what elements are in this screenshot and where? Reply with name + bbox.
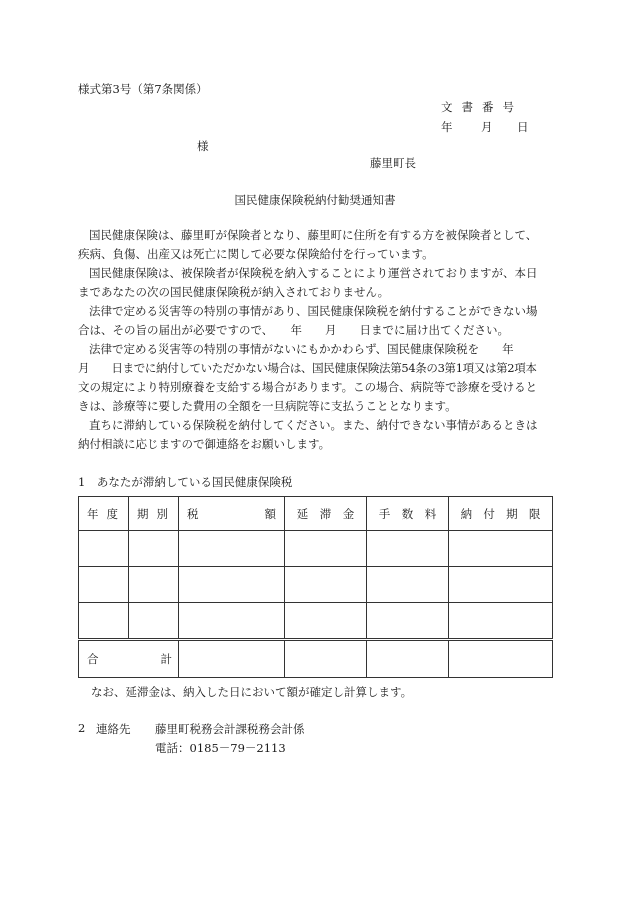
header-char: 限 bbox=[528, 506, 541, 521]
table-cell bbox=[179, 603, 285, 640]
sender-name: 藤里町長 bbox=[370, 156, 416, 170]
table-cell bbox=[285, 603, 367, 640]
table-cell bbox=[179, 640, 285, 678]
table-cell bbox=[129, 603, 179, 640]
column-header-handling-fee bbox=[367, 497, 449, 531]
body-line: 法律で定める災害等の特別の事情があり、国民健康保険税を納付することができない場 bbox=[89, 304, 538, 318]
table-cell bbox=[367, 531, 449, 567]
date-year-label: 年 bbox=[441, 120, 453, 134]
table-row bbox=[79, 567, 553, 603]
header-char: 数 bbox=[401, 506, 414, 521]
document-number-label: 文書番号 bbox=[441, 100, 523, 114]
section-1-heading: 1 あなたが滞納している国民健康保険税 bbox=[78, 475, 293, 489]
table-cell bbox=[285, 531, 367, 567]
date-month-label: 月 bbox=[481, 120, 493, 134]
body-line: 疾病、負傷、出産又は死亡に関して必要な保険給付を行っています。 bbox=[78, 247, 434, 261]
header-char: 度 bbox=[106, 506, 118, 521]
column-header-tax-amount bbox=[179, 497, 285, 531]
body-line: まであなたの次の国民健康保険税が納入されておりません。 bbox=[78, 285, 390, 299]
table-cell bbox=[129, 531, 179, 567]
body-paragraph bbox=[78, 340, 553, 416]
header-char: 税 bbox=[187, 506, 199, 521]
table-row bbox=[79, 531, 553, 567]
date-day-label: 日 bbox=[517, 120, 529, 134]
late-fee-note: なお、延滞金は、納入した日において額が確定し計算します。 bbox=[91, 685, 413, 699]
header-char: 期 bbox=[137, 506, 149, 521]
table-cell bbox=[367, 640, 449, 678]
total-label-cell bbox=[79, 640, 179, 678]
table-cell bbox=[79, 531, 129, 567]
header-char: 手 bbox=[378, 506, 391, 521]
body-line: 合は、その旨の届出が必要ですので、 年 月 日までに届け出てください。 bbox=[78, 323, 510, 337]
document-date bbox=[441, 119, 529, 135]
table-cell bbox=[285, 567, 367, 603]
table-total-row bbox=[79, 640, 553, 678]
body-line: きは、診療等に要した費用の全額を一旦病院等に支払うこととなります。 bbox=[78, 399, 457, 413]
body-line: 国民健康保険は、藤里町が保険者となり、藤里町に住所を有する方を被保険者として、 bbox=[89, 228, 538, 242]
body-paragraph bbox=[78, 264, 553, 302]
header-char: 料 bbox=[424, 506, 437, 521]
body-line: 文の規定により特別療養を支給する場合があります。この場合、病院等で診療を受けると bbox=[78, 380, 538, 394]
table-cell bbox=[367, 603, 449, 640]
body-line: 納付相談に応じますので御連絡をお願いします。 bbox=[78, 437, 331, 451]
column-header-year bbox=[79, 497, 129, 531]
table-cell bbox=[179, 531, 285, 567]
body-line: 法律で定める災害等の特別の事情がないにもかかわらず、国民健康保険税を 年 bbox=[89, 342, 514, 356]
column-header-late-fee bbox=[285, 497, 367, 531]
body-paragraph bbox=[78, 226, 553, 264]
arrears-table bbox=[78, 496, 553, 678]
table-cell bbox=[285, 640, 367, 678]
table-cell bbox=[79, 603, 129, 640]
table-cell bbox=[449, 603, 553, 640]
body-paragraph bbox=[78, 416, 553, 454]
table-cell bbox=[179, 567, 285, 603]
total-char: 計 bbox=[160, 652, 172, 666]
body-line: 月 日までに納付していただかない場合は、国民健康保険法第54条の3第1項又は第2項本 bbox=[78, 361, 537, 375]
table-row bbox=[79, 603, 553, 640]
header-char: 滞 bbox=[319, 506, 332, 521]
form-label: 様式第3号（第7条関係） bbox=[78, 82, 208, 96]
document-title: 国民健康保険税納付勧奨通知書 bbox=[234, 193, 396, 207]
contact-phone: 電話：0185－79－2113 bbox=[155, 741, 286, 755]
header-char: 年 bbox=[87, 506, 99, 521]
table-cell bbox=[449, 640, 553, 678]
contact-label: 連絡先 bbox=[96, 722, 131, 736]
header-char: 期 bbox=[506, 506, 518, 521]
table-cell bbox=[449, 567, 553, 603]
header-char: 別 bbox=[156, 506, 168, 521]
column-header-payment-deadline bbox=[449, 497, 553, 531]
body-line: 国民健康保険は、被保険者が保険税を納入することにより運営されておりますが、本日 bbox=[89, 266, 538, 280]
recipient-salutation: 様 bbox=[197, 139, 209, 153]
body-paragraph bbox=[78, 302, 553, 340]
header-char: 納 bbox=[460, 506, 473, 521]
header-char: 延 bbox=[296, 506, 309, 521]
total-char: 合 bbox=[87, 652, 99, 666]
column-header-period bbox=[129, 497, 179, 531]
header-char: 額 bbox=[264, 506, 276, 521]
table-cell bbox=[449, 531, 553, 567]
header-char: 金 bbox=[342, 506, 355, 521]
table-cell bbox=[79, 567, 129, 603]
contact-department: 藤里町税務会計課税務会計係 bbox=[155, 722, 305, 736]
table-header-row bbox=[79, 497, 553, 531]
body-line: 直ちに滞納している保険税を納付してください。また、納付できない事情があるときは bbox=[89, 418, 538, 432]
table-cell bbox=[367, 567, 449, 603]
header-char: 付 bbox=[483, 506, 495, 521]
section-2-number: 2 bbox=[78, 721, 86, 735]
table-cell bbox=[129, 567, 179, 603]
notice-body bbox=[78, 226, 553, 454]
